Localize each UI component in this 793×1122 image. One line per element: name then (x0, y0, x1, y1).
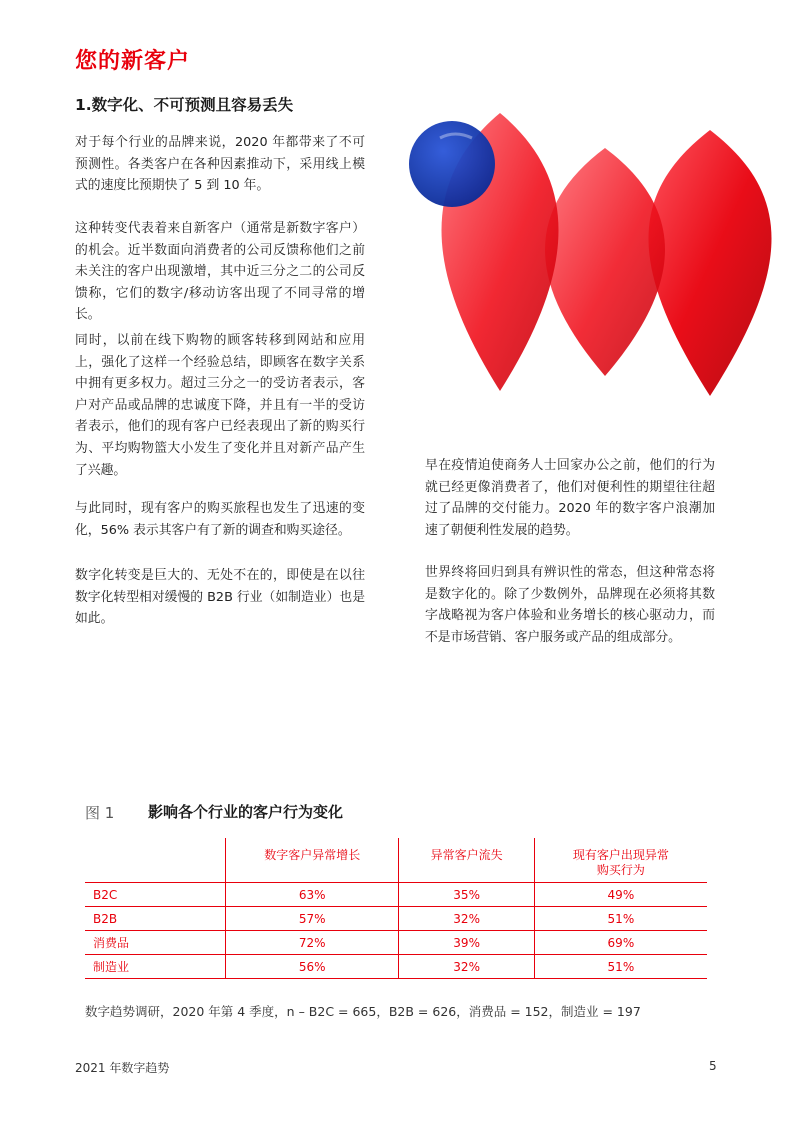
row-label: B2C (85, 883, 226, 907)
left-paragraph-4: 与此同时，现有客户的购买旅程也发生了迅速的变化，56% 表示其客户有了新的调查和购买途径。 (75, 501, 365, 538)
right-paragraph-2: 世界终将回归到具有辨识性的常态，但这种常态将是数字化的。除了少数例外，品牌现在必须将其数字战略视为客户体验和业务增长的核心驱动力，而不是市场营销、客户服务或产品的组成部分。 (425, 565, 715, 645)
behavior-change-table (85, 838, 707, 979)
table-cell: 69% (534, 931, 707, 955)
figure-label: 图 1 (85, 804, 115, 822)
table-header-row (85, 838, 707, 883)
table-cell: 51% (534, 907, 707, 931)
row-label: B2B (85, 907, 226, 931)
table-cell: 32% (399, 955, 534, 979)
table-cell: 63% (226, 883, 399, 907)
right-paragraph-1: 早在疫情迫使商务人士回家办公之前，他们的行为就已经更像消费者了，他们对便利性的期望往往超过了品牌的交付能力。2020 年的数字客户浪潮加速了朝便利性发展的趋势。 (425, 458, 715, 538)
table-cell: 57% (226, 907, 399, 931)
column-header-churn: 异常客户流失 (399, 838, 534, 883)
left-paragraph-5: 数字化转变是巨大的、无处不在的，即使是在以往数字化转型相对缓慢的 B2B 行业（如制造业）也是如此。 (75, 568, 365, 627)
red-lens-3 (649, 130, 772, 396)
decorative-lens-graphic (400, 108, 793, 408)
table-row (85, 907, 707, 931)
left-paragraph-3: 同时，以前在线下购物的顾客转移到网站和应用上，强化了这样一个经验总结，即顾客在数字关系中拥有更多权力。超过三分之一的受访者表示，客户对产品或品牌的忠诚度下降，并且有一半的受访者表示，他们的现有客户已经表现出了新的购买行为、平均购物篮大小发生了变化并且对新产品产生了兴趣。 (75, 333, 365, 478)
column-header-purchase-behavior: 现有客户出现异常 购买行为 (534, 838, 707, 883)
left-paragraph-1: 对于每个行业的品牌来说，2020 年都带来了不可预测性。各类客户在各种因素推动下，采用线上模式的速度比预期快了 5 到 10 年。 (75, 135, 365, 194)
table-header-blank (85, 838, 226, 883)
figure-title: 影响各个行业的客户行为变化 (148, 803, 344, 821)
left-paragraph-2: 这种转变代表着来自新客户（通常是新数字客户）的机会。近半数面向消费者的公司反馈称他们之前未关注的客户出现激增，其中近三分之二的公司反馈称，它们的数字/移动访客出现了不同寻常的增长。 (75, 221, 365, 323)
row-label: 消费品 (85, 931, 226, 955)
column-header-digital-growth: 数字客户异常增长 (226, 838, 399, 883)
page-number: 5 (709, 1059, 717, 1073)
red-lens-2 (545, 148, 665, 376)
table-row (85, 955, 707, 979)
section-subheading: 1.数字化、不可预测且容易丢失 (75, 96, 294, 114)
row-label: 制造业 (85, 955, 226, 979)
table-cell: 49% (534, 883, 707, 907)
table-cell: 32% (399, 907, 534, 931)
figure-source-note: 数字趋势调研，2020 年第 4 季度，n – B2C = 665，B2B = 626，消费品 = 152，制造业 = 197 (85, 1004, 641, 1019)
table-cell: 35% (399, 883, 534, 907)
table-cell: 39% (399, 931, 534, 955)
table-cell: 72% (226, 931, 399, 955)
table-cell: 56% (226, 955, 399, 979)
table-row (85, 883, 707, 907)
table-cell: 51% (534, 955, 707, 979)
table-row (85, 931, 707, 955)
footer-report-title: 2021 年数字趋势 (75, 1061, 170, 1075)
page-title: 您的新客户 (75, 49, 191, 74)
